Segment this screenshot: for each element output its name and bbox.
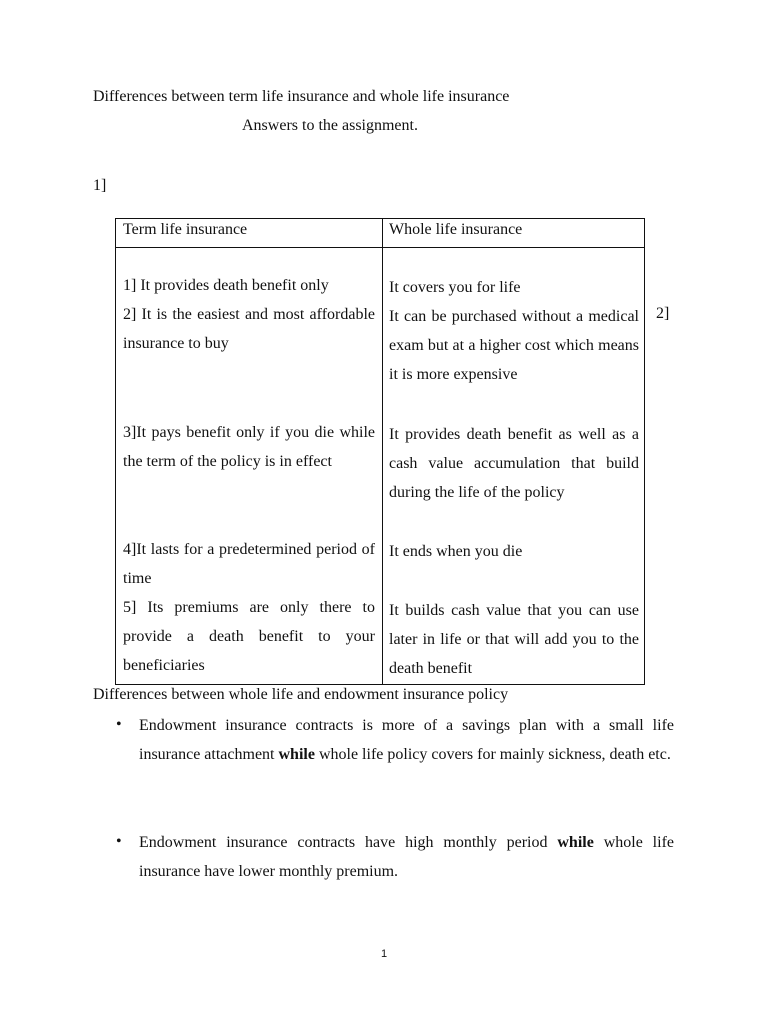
table-header-whole: Whole life insurance	[389, 221, 523, 238]
table-header-divider	[116, 247, 644, 248]
table-cell-whole-1: It covers you for life	[389, 279, 521, 296]
bullet-text-1-bold: while	[278, 746, 315, 763]
question-1-label: 1]	[93, 177, 107, 194]
page-number: 1	[380, 948, 388, 960]
comparison-table	[115, 218, 645, 685]
bullet-text-2-bold: while	[557, 834, 594, 851]
table-cell-whole-5: It builds cash value that you can use later in life or that will add you to the death benefit	[389, 602, 639, 677]
table-cell-whole-3: It provides death benefit as well as a cash value accumulation that build during the life of the policy	[389, 426, 639, 501]
table-header-term: Term life insurance	[123, 221, 248, 238]
section-2-title: Differences between whole life and endowment insurance policy	[93, 686, 509, 703]
table-cell-term-5: 5] Its premiums are only there to provide a death benefit to your beneficiaries	[123, 599, 375, 674]
table-column-divider	[382, 219, 383, 684]
table-cell-term-1: 1] It provides death benefit only	[123, 277, 329, 294]
question-2-label: 2]	[656, 305, 670, 322]
bullet-text-1-start: Endowment insurance contracts is more of a savings plan with a small life insurance attachment	[139, 717, 674, 763]
bullet-text-1-end: whole life policy covers for mainly sickness, death etc.	[314, 746, 671, 763]
bullet-text-2-end: whole life insurance have lower monthly premium.	[139, 834, 675, 880]
bullet-item-1	[139, 711, 674, 769]
bullet-text-2-start: Endowment insurance contracts have high monthly period	[139, 834, 558, 851]
table-cell-term-2: 2] It is the easiest and most affordable insurance to buy	[123, 306, 375, 352]
table-cell-term-3: 3]It pays benefit only if you die while the term of the policy is in effect	[123, 424, 375, 470]
table-cell-term-4: 4]It lasts for a predetermined period of time	[123, 541, 375, 587]
table-cell-whole-2: It can be purchased without a medical exam but at a higher cost which means it is more expensive	[389, 308, 639, 383]
document-title: Differences between term life insurance and whole life insurance	[93, 88, 510, 105]
document-subtitle: Answers to the assignment.	[242, 117, 418, 134]
bullet-icon: •	[116, 833, 122, 850]
bullet-icon: •	[116, 716, 122, 733]
table-cell-whole-4: It ends when you die	[389, 543, 523, 560]
bullet-item-2	[139, 828, 674, 886]
